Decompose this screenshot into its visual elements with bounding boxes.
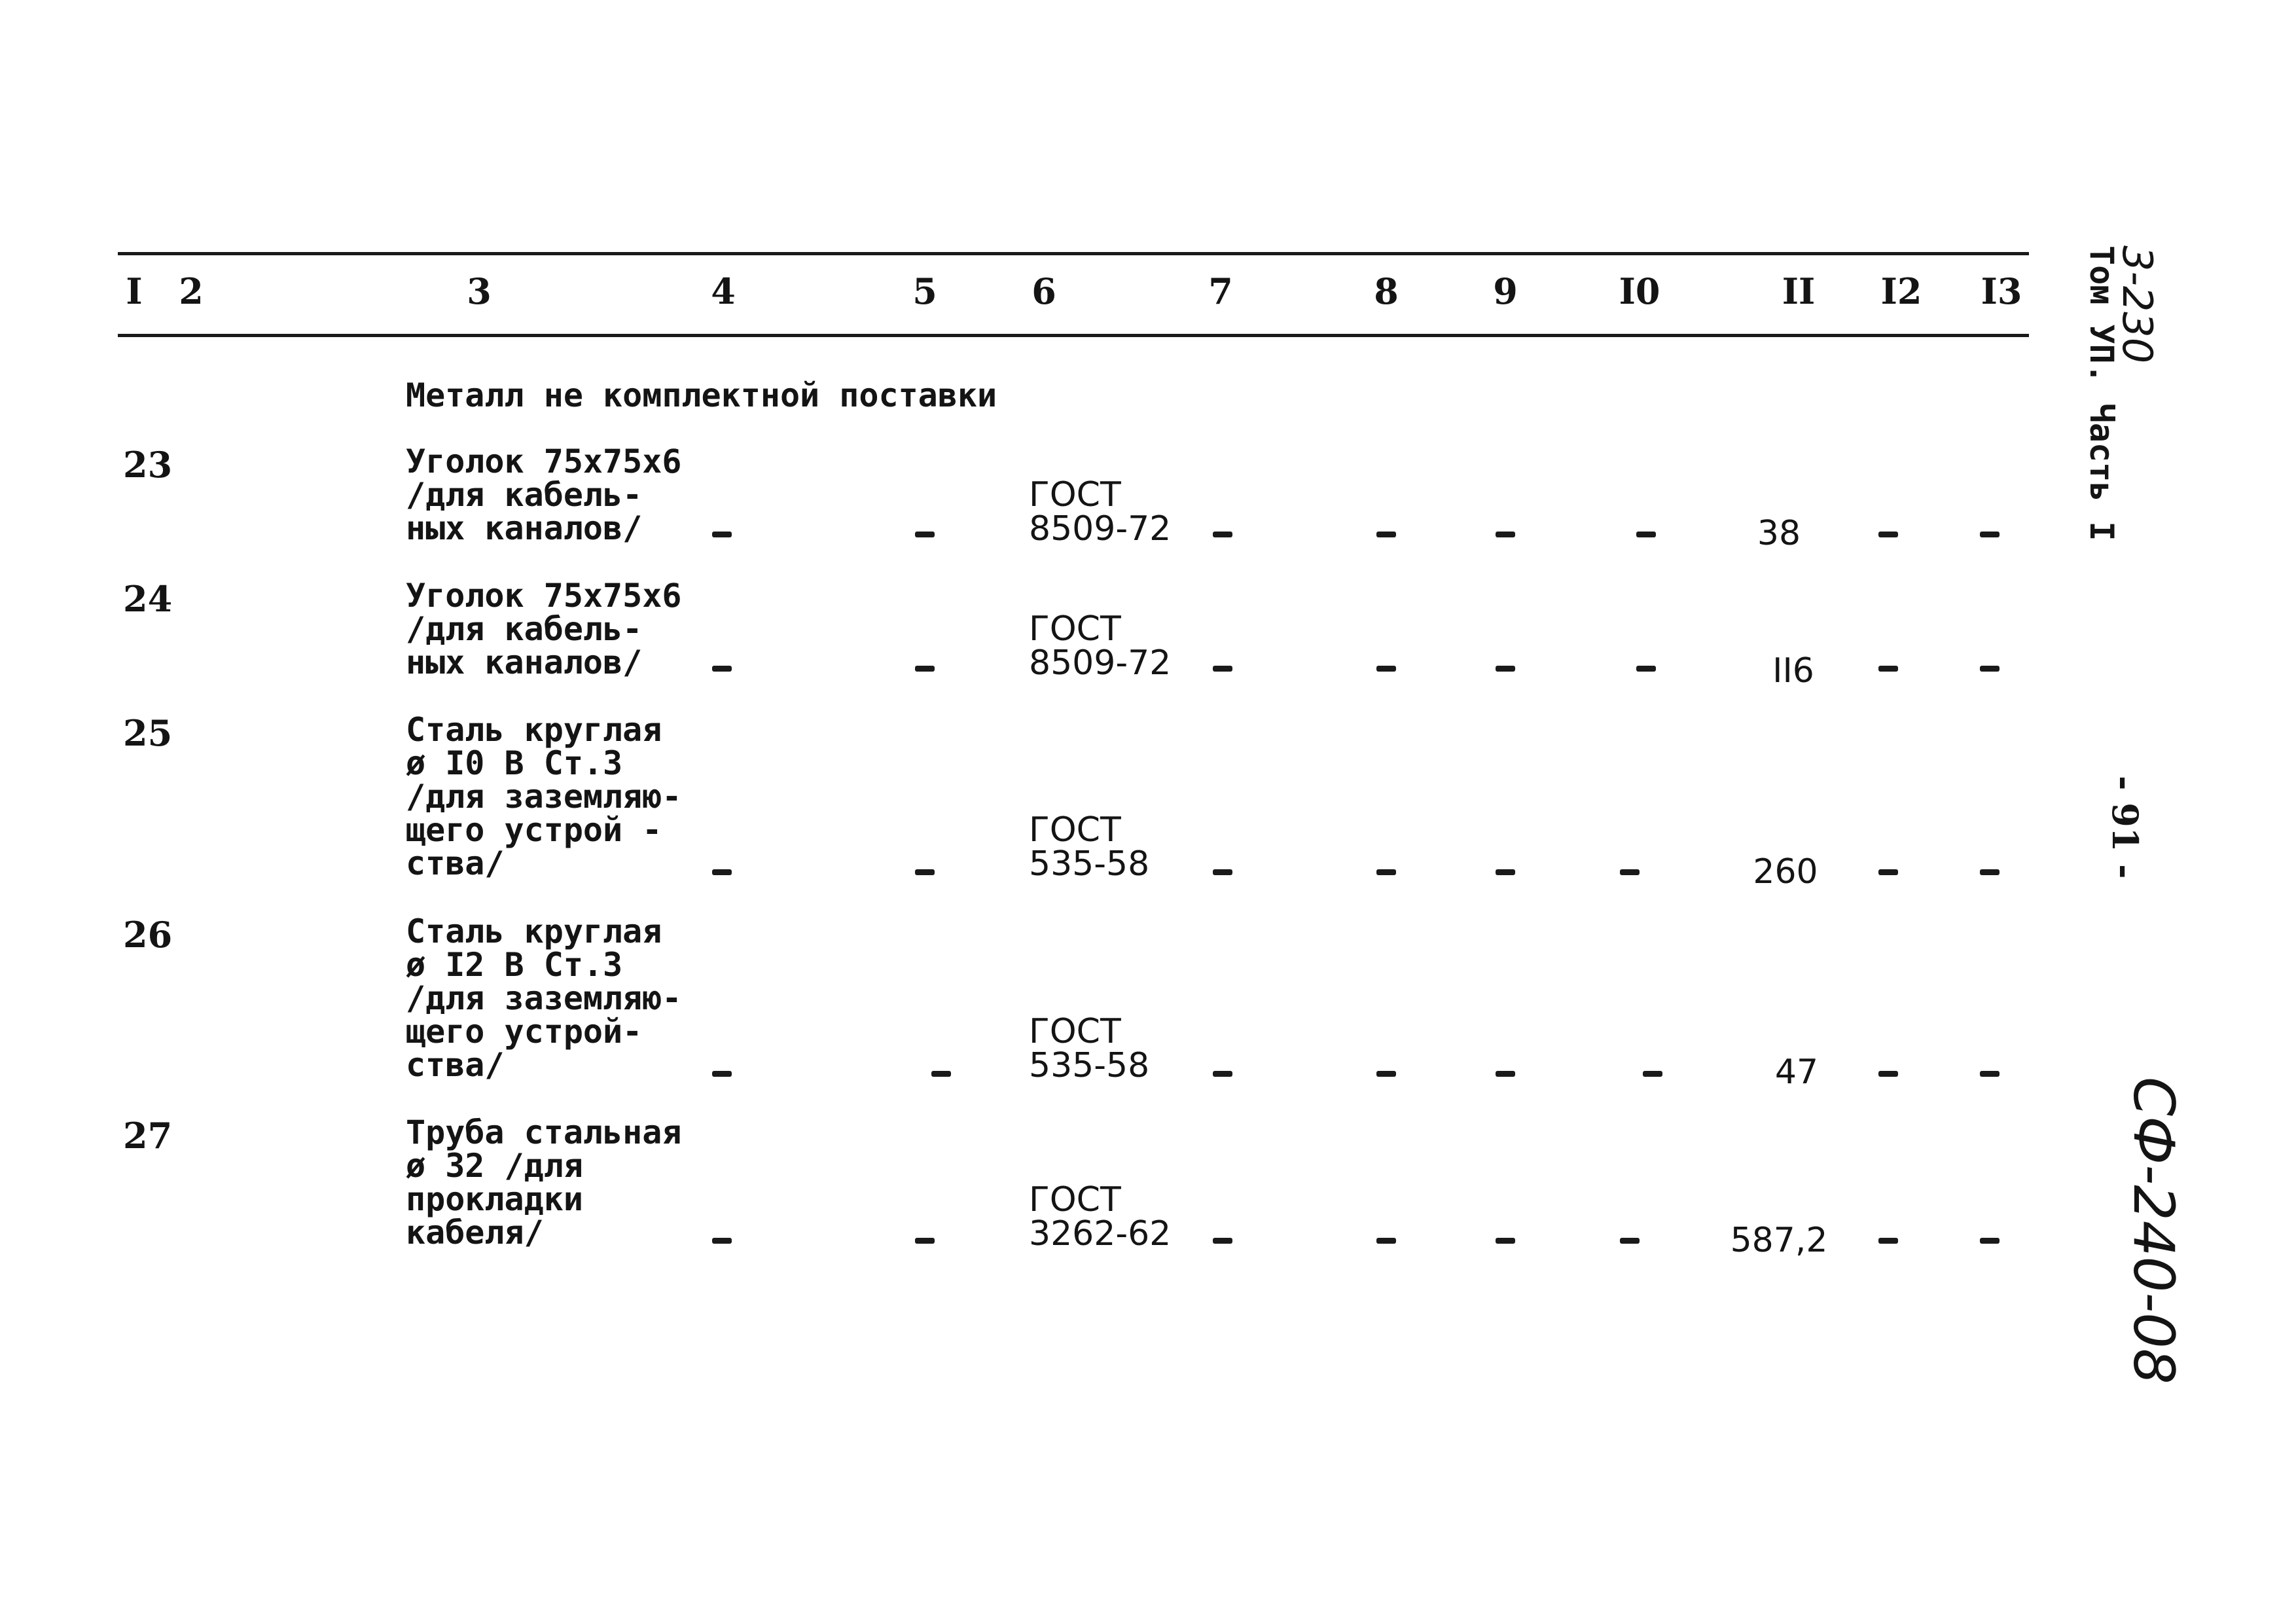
- dash: [1878, 869, 1898, 875]
- row-number: 25: [123, 712, 173, 754]
- gost-standard: ГОСТ 535-58: [1029, 1012, 1150, 1085]
- document-code: СФ-240-08: [2121, 1077, 2186, 1384]
- dash: [1213, 532, 1232, 537]
- item-name: Труба стальная ø 32 /для прокладки кабеля/: [406, 1113, 682, 1252]
- row-number: 24: [123, 578, 173, 620]
- dash: [931, 1071, 951, 1077]
- dash: [1496, 666, 1515, 672]
- col-header-3: 3: [467, 270, 492, 312]
- dash: [1376, 869, 1396, 875]
- row-number: 27: [123, 1115, 173, 1157]
- margin-subtitle: Том УП. Часть I: [2083, 245, 2121, 541]
- dash: [1376, 1071, 1396, 1077]
- page-number: - 91 -: [2104, 776, 2146, 879]
- dash: [1878, 532, 1898, 537]
- item-name: Сталь круглая ø I2 В Ст.3 /для заземляю- щего устрой- ства/: [406, 912, 682, 1084]
- col-header-11: II: [1782, 270, 1816, 312]
- row-number: 23: [123, 444, 173, 486]
- gost-standard: ГОСТ 8509-72: [1029, 475, 1172, 549]
- dash: [1376, 1238, 1396, 1244]
- dash: [1496, 1071, 1515, 1077]
- col-header-4: 4: [711, 270, 736, 312]
- col-header-10: I0: [1619, 270, 1660, 312]
- dash: [915, 666, 935, 672]
- row-number: 26: [123, 914, 173, 956]
- dash: [712, 666, 732, 672]
- col-header-2: 2: [179, 270, 204, 312]
- col-header-13: I3: [1981, 270, 2022, 312]
- dash: [1213, 869, 1232, 875]
- col-header-1: I: [126, 270, 143, 312]
- table-top-rule: [118, 252, 2029, 255]
- gost-standard: ГОСТ 535-58: [1029, 810, 1150, 884]
- dash: [915, 532, 935, 537]
- col-11-value: 260: [1753, 852, 1818, 892]
- dash: [1980, 1238, 2000, 1244]
- dash: [1496, 1238, 1515, 1244]
- dash: [712, 1071, 732, 1077]
- dash: [1620, 1238, 1640, 1244]
- col-11-value: 38: [1757, 514, 1801, 553]
- dash: [1376, 666, 1396, 672]
- dash: [1980, 666, 2000, 672]
- dash: [1213, 1238, 1232, 1244]
- dash: [712, 532, 732, 537]
- col-11-value: II6: [1772, 651, 1814, 691]
- dash: [1878, 666, 1898, 672]
- table-header-rule: [118, 334, 2029, 337]
- dash: [1636, 532, 1656, 537]
- margin-code-block: [2081, 245, 2161, 586]
- dash: [1636, 666, 1656, 672]
- item-name: Уголок 75х75х6 /для кабель- ных каналов/: [406, 577, 682, 681]
- dash: [712, 869, 732, 875]
- item-name: Уголок 75х75х6 /для кабель- ных каналов/: [406, 442, 682, 547]
- dash: [1980, 1071, 2000, 1077]
- section-title: Металл не комплектной поставки: [406, 376, 997, 414]
- col-header-9: 9: [1493, 270, 1518, 312]
- dash: [1496, 869, 1515, 875]
- gost-standard: ГОСТ 3262-62: [1029, 1180, 1172, 1254]
- col-header-5: 5: [912, 270, 937, 312]
- gost-standard: ГОСТ 8509-72: [1029, 609, 1172, 683]
- item-name: Сталь круглая ø I0 В Ст.3 /для заземляю- щего устрой - ства/: [406, 711, 682, 882]
- dash: [1620, 869, 1640, 875]
- dash: [915, 869, 935, 875]
- dash: [1878, 1071, 1898, 1077]
- col-header-12: I2: [1880, 270, 1922, 312]
- dash: [712, 1238, 732, 1244]
- dash: [1213, 1071, 1232, 1077]
- margin-code: 3-230: [2113, 245, 2161, 364]
- dash: [1213, 666, 1232, 672]
- col-11-value: 47: [1774, 1053, 1819, 1092]
- col-header-6: 6: [1031, 270, 1056, 312]
- col-header-8: 8: [1374, 270, 1399, 312]
- dash: [1878, 1238, 1898, 1244]
- col-11-value: 587,2: [1730, 1221, 1828, 1260]
- dash: [1496, 532, 1515, 537]
- dash: [1980, 532, 2000, 537]
- dash: [1980, 869, 2000, 875]
- col-header-7: 7: [1208, 270, 1233, 312]
- dash: [915, 1238, 935, 1244]
- dash: [1376, 532, 1396, 537]
- dash: [1643, 1071, 1662, 1077]
